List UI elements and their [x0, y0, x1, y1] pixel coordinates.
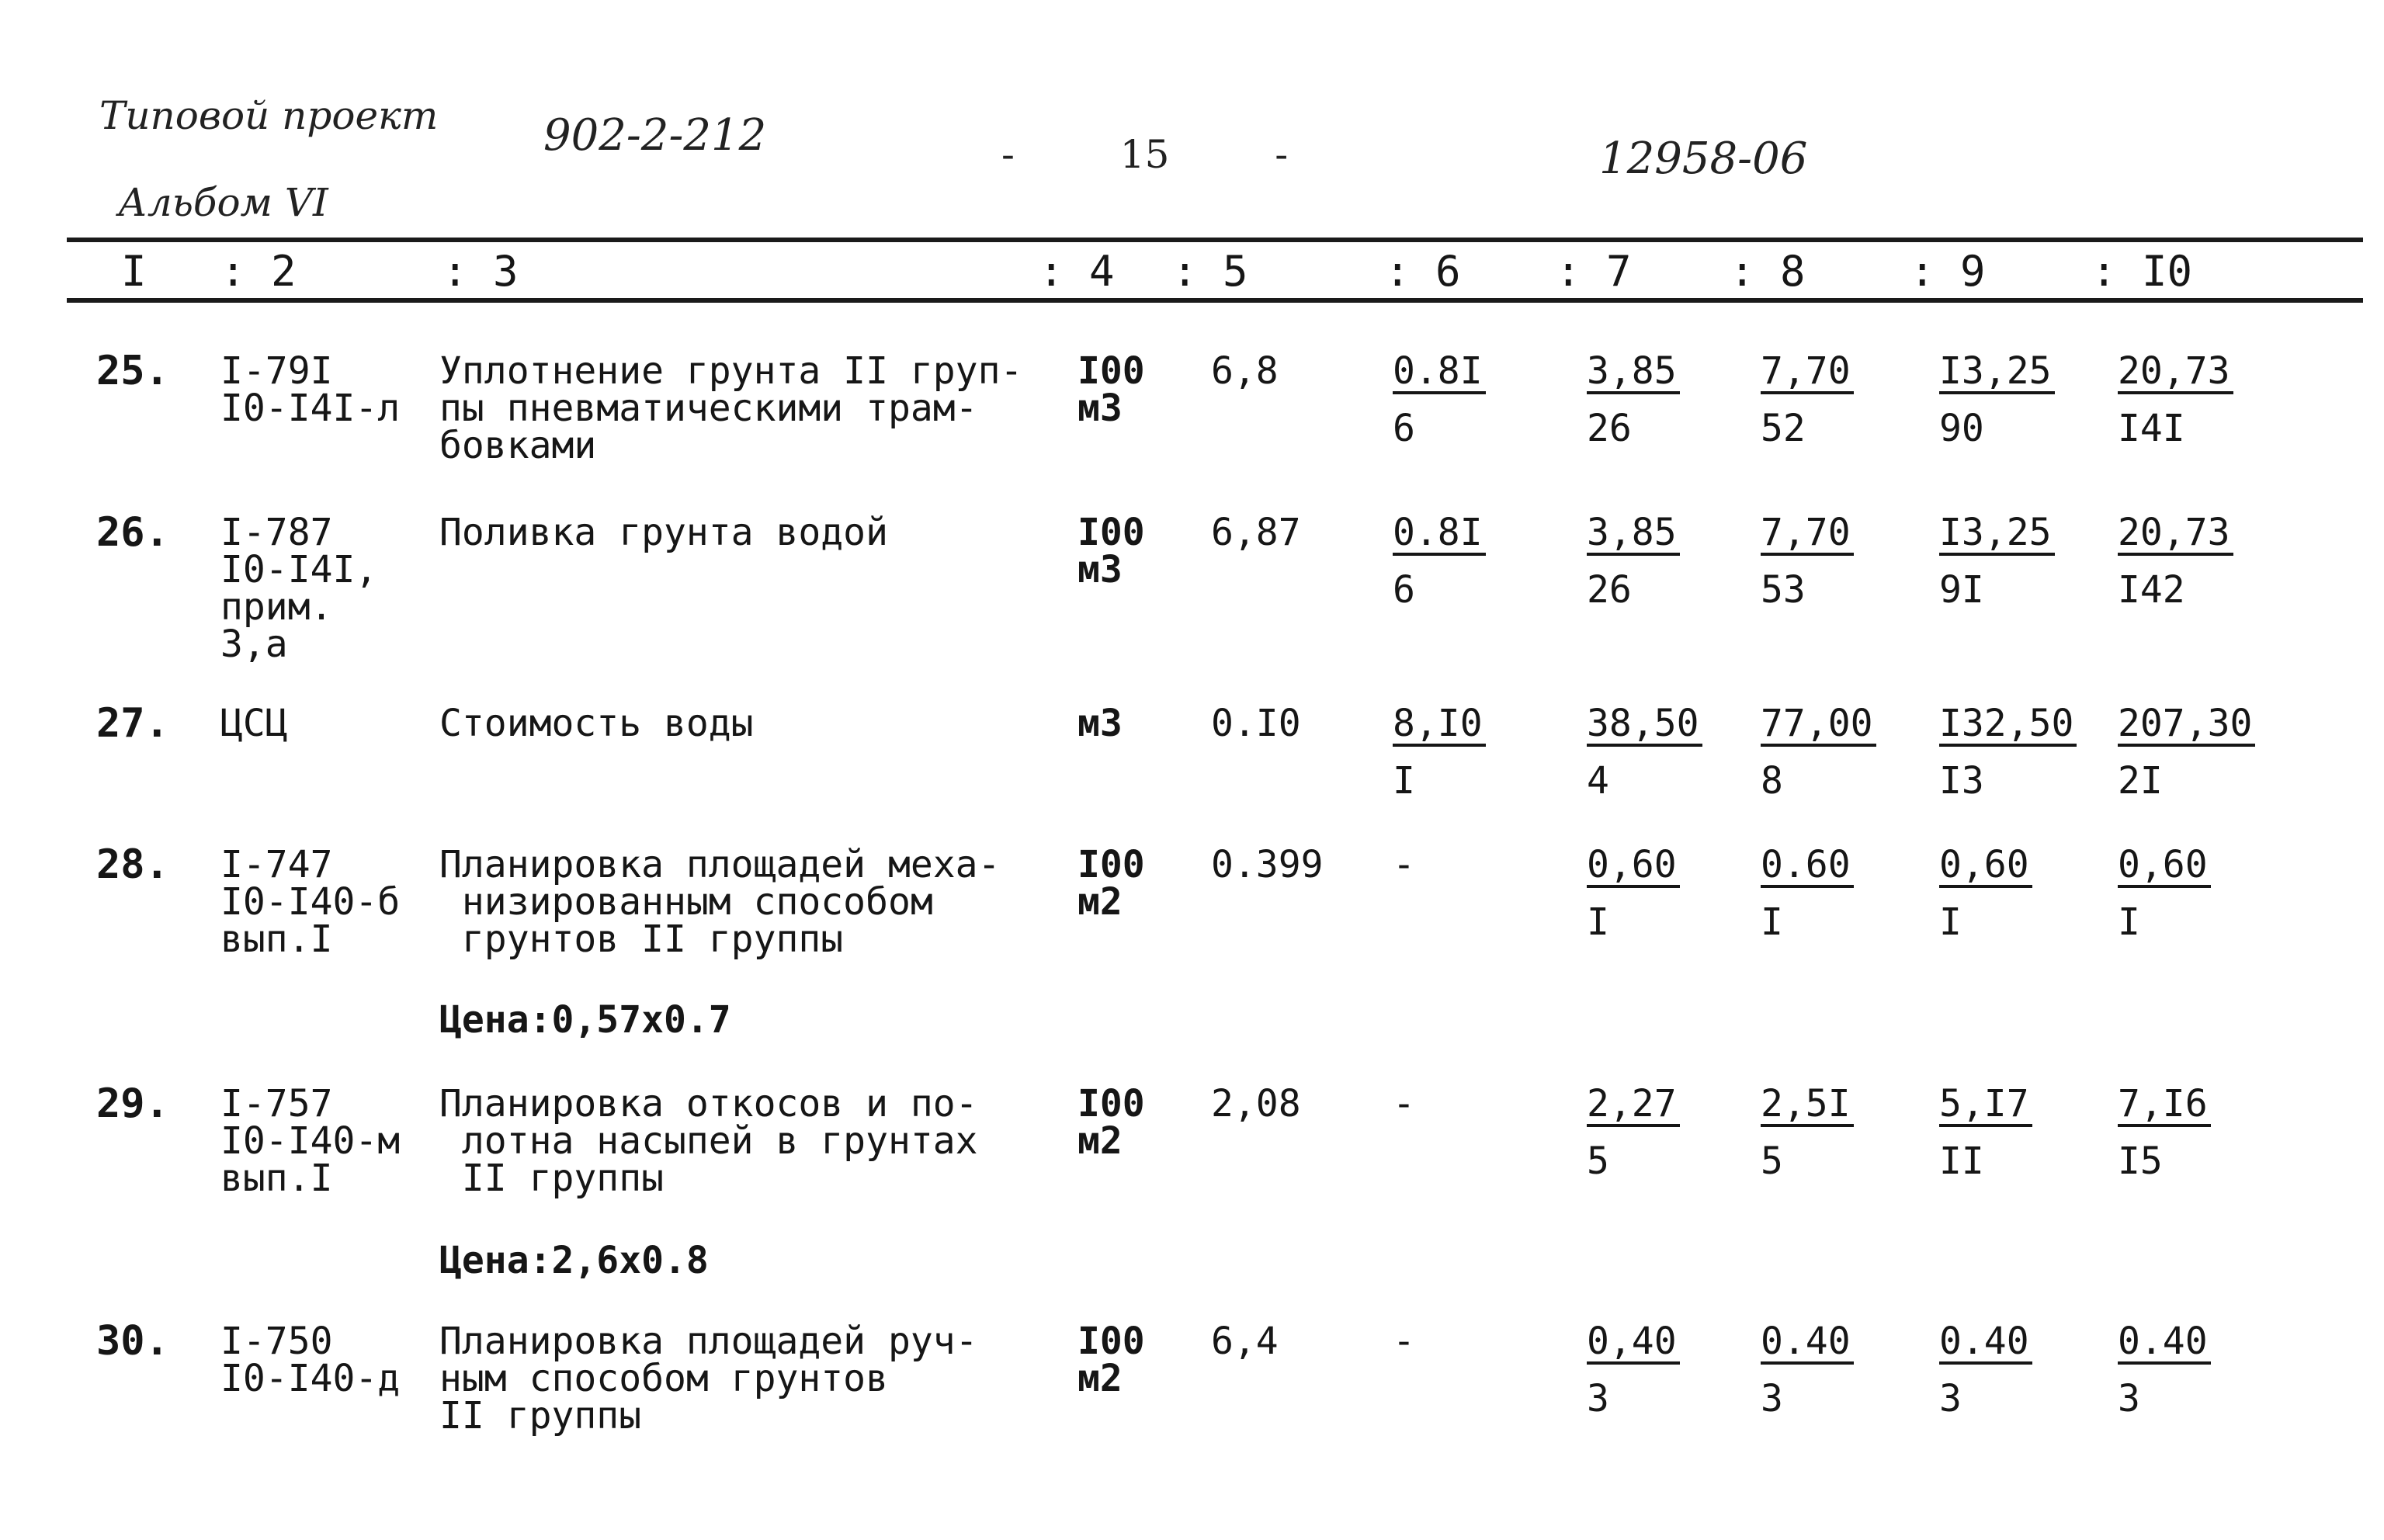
col8-cell-value: 2,5I [1761, 1085, 1854, 1127]
col6-cell-value: 8,I0 [1393, 705, 1486, 747]
row-name: Планировка откосов и по- лотна насыпей в грунтах II группы [439, 1082, 978, 1200]
col9-cell-value: I3,25 [1939, 514, 2055, 556]
col7-cell-value: 3,85 [1587, 514, 1680, 556]
row-price-note: Цена:2,6х0.8 [439, 1239, 709, 1282]
col10-cell [2118, 1320, 2211, 1420]
col9-cell-value: I32,50 [1939, 705, 2077, 747]
col6-cell [1393, 511, 1486, 612]
col7-cell-value: 0,40 [1587, 1323, 1680, 1365]
row-code: I-787 I0-I4I, прим. 3,а [220, 511, 378, 666]
row-code: I-747 I0-I40-б вып.I [220, 843, 401, 961]
col10-cell-labor: I42 [2118, 568, 2185, 612]
col8-cell-value: 0.60 [1761, 846, 1854, 888]
row-quantity: 6,4 [1211, 1320, 1279, 1363]
row-number: 27. [96, 700, 169, 747]
row-code: I-79I I0-I4I-л [220, 349, 401, 430]
row-name: Уплотнение грунта II груп- пы пневматическими трам- бовками [439, 349, 1023, 467]
typical-project-label: Типовой проект [99, 93, 439, 138]
col9-cell-labor: 9I [1939, 568, 1984, 612]
col7-cell-labor: 26 [1587, 568, 1632, 612]
col9-cell-labor: 3 [1939, 1377, 1962, 1420]
col10-cell-value: 20,73 [2118, 352, 2233, 394]
col6-cell: - [1393, 1320, 1415, 1363]
col8-cell [1761, 843, 1854, 944]
col8-cell [1761, 511, 1854, 612]
col10-cell-value: 20,73 [2118, 514, 2233, 556]
column-header-8: : 8 [1730, 247, 1806, 296]
col7-cell-value: 2,27 [1587, 1085, 1680, 1127]
col8-cell-labor: I [1761, 900, 1783, 944]
column-header-3: : 3 [442, 247, 519, 296]
col7-cell [1587, 1082, 1680, 1183]
col7-cell [1587, 843, 1680, 944]
row-unit: I00 м2 [1077, 1320, 1145, 1400]
col10-cell [2118, 843, 2211, 944]
col9-cell-value: 0,60 [1939, 846, 2032, 888]
col9-cell [1939, 511, 2055, 612]
col10-cell-value: 0.40 [2118, 1323, 2211, 1365]
col6-cell [1393, 349, 1486, 450]
row-quantity: 0.I0 [1211, 702, 1301, 745]
row-price-note: Цена:0,57х0.7 [439, 998, 731, 1042]
col8-cell-labor: 52 [1761, 407, 1806, 450]
column-header-4: : 4 [1039, 247, 1115, 296]
col7-cell-labor: 4 [1587, 759, 1609, 803]
col7-cell-labor: I [1587, 900, 1609, 944]
row-name: Планировка площадей меха- низированным способом грунтов II группы [439, 843, 1001, 961]
col10-cell [2118, 511, 2233, 612]
col6-cell-labor: 6 [1393, 407, 1415, 450]
col8-cell-labor: 5 [1761, 1139, 1783, 1183]
col10-cell-labor: 3 [2118, 1377, 2140, 1420]
row-quantity: 6,8 [1211, 349, 1279, 393]
col9-cell [1939, 843, 2032, 944]
row-quantity: 6,87 [1211, 511, 1301, 554]
col8-cell-labor: 8 [1761, 759, 1783, 803]
column-header-2: : 2 [220, 247, 297, 296]
col9-cell-value: 5,I7 [1939, 1085, 2032, 1127]
col10-cell [2118, 702, 2255, 803]
row-number: 25. [96, 348, 169, 394]
col10-cell-labor: 2I [2118, 759, 2163, 803]
col7-cell-labor: 3 [1587, 1377, 1609, 1420]
row-unit: I00 м3 [1077, 511, 1145, 591]
row-code: ЦСЦ [220, 702, 288, 745]
header-rule-bottom [67, 298, 2363, 303]
col6-cell: - [1393, 843, 1415, 886]
col7-cell-value: 0,60 [1587, 846, 1680, 888]
col7-cell [1587, 511, 1680, 612]
col7-cell [1587, 1320, 1680, 1420]
project-code: 902-2-212 [543, 110, 767, 161]
row-number: 26. [96, 509, 169, 556]
column-header-10: : I0 [2091, 247, 2193, 296]
column-header-1: I [121, 247, 147, 296]
col8-cell [1761, 1082, 1854, 1183]
row-code: I-750 I0-I40-д [220, 1320, 401, 1400]
row-name: Стоимость воды [439, 702, 754, 745]
col6-cell-value: 0.8I [1393, 352, 1486, 394]
row-unit: I00 м2 [1077, 1082, 1145, 1163]
col9-cell [1939, 1320, 2032, 1420]
col7-cell-value: 3,85 [1587, 352, 1680, 394]
column-header-9: : 9 [1910, 247, 1986, 296]
col8-cell-value: 7,70 [1761, 514, 1854, 556]
row-code: I-757 I0-I40-м вып.I [220, 1082, 401, 1200]
col8-cell [1761, 702, 1876, 803]
col8-cell [1761, 1320, 1854, 1420]
col10-cell [2118, 349, 2233, 450]
col10-cell-labor: I5 [2118, 1139, 2163, 1183]
column-header-5: : 5 [1172, 247, 1248, 296]
col7-cell [1587, 349, 1680, 450]
col6-cell: - [1393, 1082, 1415, 1126]
col8-cell-labor: 3 [1761, 1377, 1783, 1420]
row-number: 30. [96, 1318, 169, 1365]
col10-cell [2118, 1082, 2211, 1183]
col10-cell-value: 0,60 [2118, 846, 2211, 888]
page-number: - 15 - [1001, 132, 1289, 177]
col6-cell-labor: I [1393, 759, 1415, 803]
col10-cell-labor: I4I [2118, 407, 2185, 450]
col6-cell [1393, 702, 1486, 803]
column-header-6: : 6 [1385, 247, 1461, 296]
col8-cell-value: 0.40 [1761, 1323, 1854, 1365]
col9-cell [1939, 702, 2077, 803]
col6-cell-value: 0.8I [1393, 514, 1486, 556]
row-number: 29. [96, 1080, 169, 1127]
col8-cell-labor: 53 [1761, 568, 1806, 612]
col9-cell-value: 0.40 [1939, 1323, 2032, 1365]
col10-cell-labor: I [2118, 900, 2140, 944]
col10-cell-value: 207,30 [2118, 705, 2255, 747]
col8-cell-value: 77,00 [1761, 705, 1876, 747]
col9-cell-labor: I [1939, 900, 1962, 944]
col7-cell-labor: 5 [1587, 1139, 1609, 1183]
row-number: 28. [96, 841, 169, 888]
row-name: Планировка площадей руч- ным способом грунтов II группы [439, 1320, 978, 1438]
col8-cell [1761, 349, 1854, 450]
col9-cell [1939, 349, 2055, 450]
doc-number: 12958-06 [1599, 134, 1808, 184]
col7-cell [1587, 702, 1702, 803]
col7-cell-value: 38,50 [1587, 705, 1702, 747]
col9-cell-labor: I3 [1939, 759, 1984, 803]
col9-cell-labor: II [1939, 1139, 1984, 1183]
row-name: Поливка грунта водой [439, 511, 888, 554]
header-rule-top [67, 238, 2363, 242]
col9-cell-value: I3,25 [1939, 352, 2055, 394]
col8-cell-value: 7,70 [1761, 352, 1854, 394]
row-unit: м3 [1077, 702, 1123, 745]
album-label: Альбом VI [118, 180, 328, 225]
col10-cell-value: 7,I6 [2118, 1085, 2211, 1127]
column-header-7: : 7 [1556, 247, 1632, 296]
row-quantity: 0.399 [1211, 843, 1324, 886]
col7-cell-labor: 26 [1587, 407, 1632, 450]
row-unit: I00 м3 [1077, 349, 1145, 430]
row-quantity: 2,08 [1211, 1082, 1301, 1126]
col9-cell-labor: 90 [1939, 407, 1984, 450]
row-unit: I00 м2 [1077, 843, 1145, 924]
col9-cell [1939, 1082, 2032, 1183]
col6-cell-labor: 6 [1393, 568, 1415, 612]
